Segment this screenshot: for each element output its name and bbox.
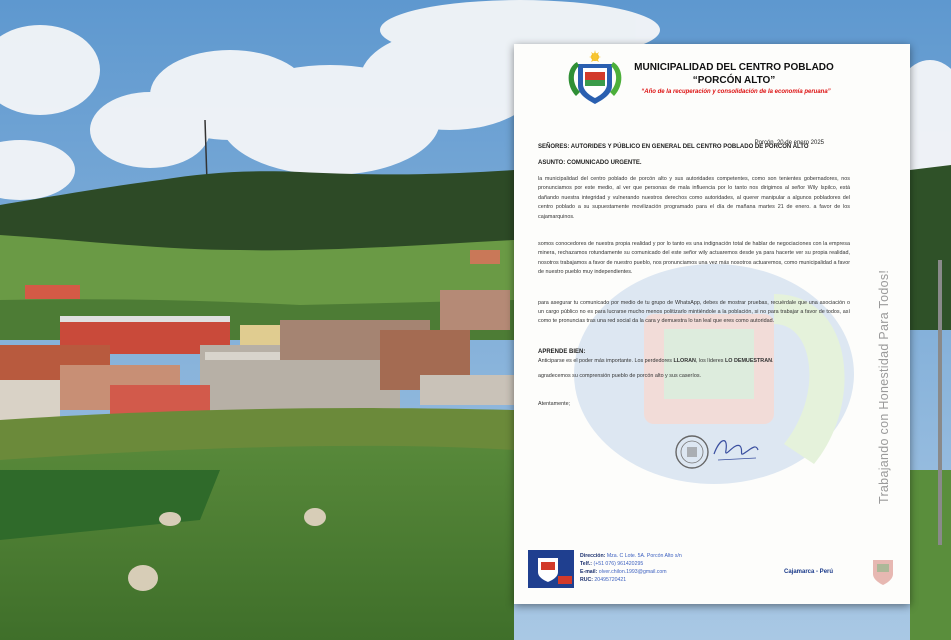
paragraph-1: la municipalidad del centro poblado de porcón alto y sus autoridades competentes, como son tenientes gobernadores, nos pronunciamos por este medio, al ver que personas de mala influencia por lo tanto nos dirigimos al señor Wily Ispilco, está dañando nuestra integridad y vulnerando nuestros derechos como autoridades, al querer manipular a algunos pobladores del centro poblado a su supuestamente movilización programado para el día de mañana martes 21 de enero. a favor de los cajamarquinos.	[538, 176, 850, 220]
address-label: Dirección:	[580, 553, 606, 559]
addressee-text: AUTORIDES Y PÚBLICO EN GENERAL DEL CENTRO POBLADO DE PORCÓN ALTO	[570, 144, 809, 150]
official-seal	[674, 434, 710, 470]
year-motto: “Año de la recuperación y consolidación de la economía peruana”	[641, 89, 831, 95]
municipality-logo	[568, 50, 626, 106]
organization-name: MUNICIPALIDAD DEL CENTRO POBLADO	[634, 62, 834, 73]
paragraph-2: somos conocedores de nuestra propia realidad y por lo tanto es una indignación total de hablar de negociaciones con la empresa minera, rechazamos rotundamente su comunicado del este señor wily actuaremos desde ya para hacerte ver su propia realidad, nosotros trabajamos a favor de nuestro pueblo, nos pronunciamos una vez más nosotros actuaremos, como municipalidad a favor de nuestro pueblo muy independientes.	[538, 241, 850, 276]
handwritten-signature	[710, 432, 762, 468]
subject-line	[538, 160, 642, 166]
footer-city: Cajamarca - Perú	[784, 569, 834, 575]
footer-contact	[580, 552, 682, 584]
organization-locality: “PORCÓN ALTO”	[692, 75, 776, 86]
email-value: olver.chilon.1993@gmail.com	[598, 569, 667, 575]
learn-title: APRENDE BIEN:	[538, 349, 586, 355]
phone-label: Telf.:	[580, 561, 593, 567]
letter-date: Porcón, 20 de enero 2025	[754, 140, 824, 146]
emphasis-lloran: LLORAN	[673, 358, 696, 364]
learn-statement: Anticiparse es el poder más importante. Los perdedores LLORAN, los líderes LO DEMUESTRAN.	[538, 358, 774, 364]
addressee-label: SEÑORES:	[538, 144, 570, 150]
footer-logo	[528, 550, 574, 588]
side-slogan: Trabajando con Honestidad Para Todos!	[877, 269, 891, 504]
footer-emblem	[870, 556, 896, 586]
email-label: E-mail:	[580, 569, 598, 575]
ruc-value: 20495720421	[594, 577, 627, 583]
ruc-label: RUC:	[580, 577, 593, 583]
subject-text: COMUNICADO URGENTE.	[566, 160, 642, 166]
paragraph-3: para asegurar tu comunicado por medio de tu grupo de WhatsApp, debes de mostrar pruebas, recuérdale que una asociación o un cargo público no es para lucrarse mucho menos politizarlo mintiéndole a la población, si no para trabajar a favor de todos, así como te pronuncias tras una red social da la cara y demuestra lo tan leal que eres como autoridad.	[538, 300, 850, 325]
emphasis-lo-demuestran: LO DEMUESTRAN	[724, 358, 772, 364]
thanks-line: agradecemos su comprensión pueblo de porcón alto y sus caseríos.	[538, 373, 702, 379]
subject-label: ASUNTO:	[538, 160, 566, 166]
communique-letter	[514, 44, 910, 604]
phone-value: (+51 076) 961420295	[593, 561, 644, 567]
addressee-line	[538, 144, 809, 150]
closing: Atentamente;	[538, 401, 571, 407]
address-value: Mza. C Lote. 5A. Porcón Alto s/n	[606, 553, 682, 559]
